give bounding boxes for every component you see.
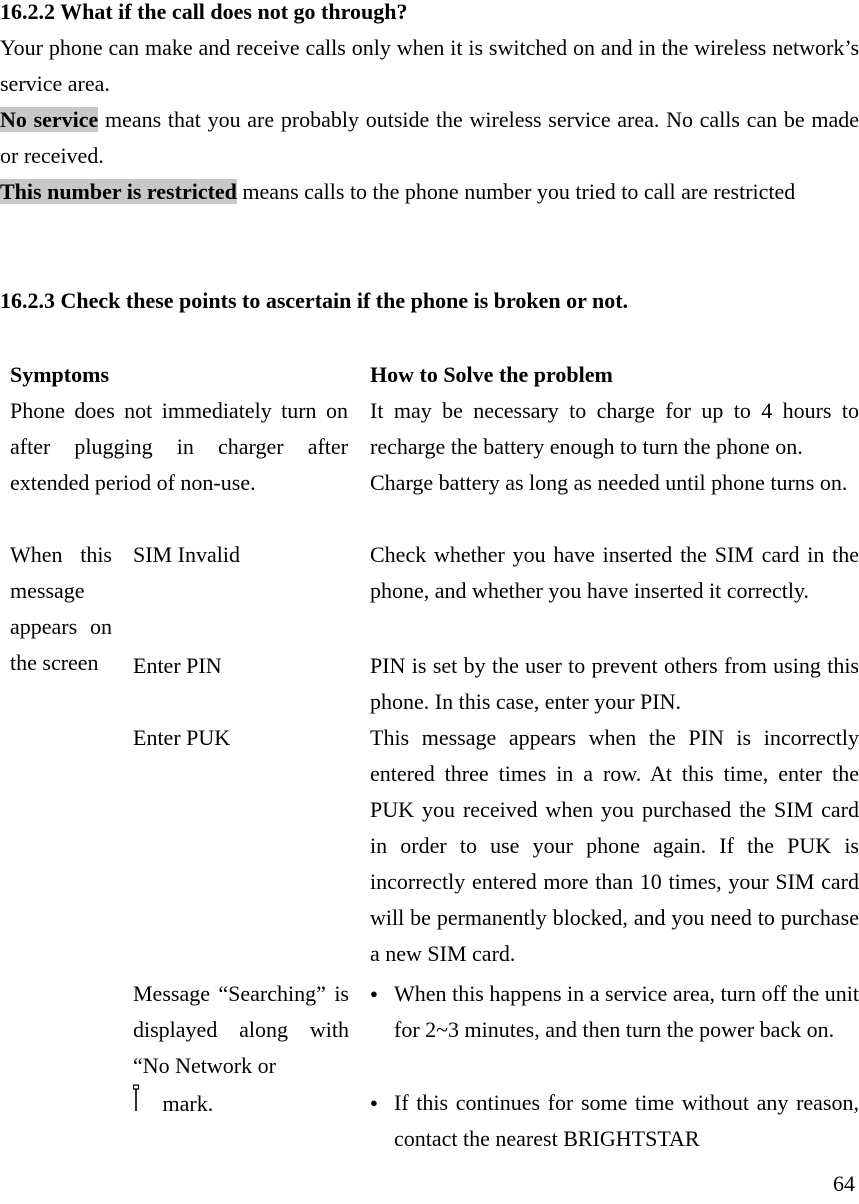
- message-enter-pin: Enter PIN: [133, 653, 222, 678]
- no-service-description: means that you are probably outside the wireless service area. No calls can be made or received.: [0, 107, 859, 168]
- message-searching: Message “Searching” is displayed along with “No Network or: [133, 981, 349, 1078]
- solution-sim-invalid: Check whether you have inserted the SIM card in the phone, and whether you have inserted it correctly.: [370, 542, 859, 603]
- bullet-dot: ●: [370, 986, 378, 1001]
- paragraph-service-area: Your phone can make and receive calls only when it is switched on and in the wireless network’s service area.: [0, 35, 859, 96]
- bullet-power-cycle: When this happens in a service area, turn off the unit for 2~3 minutes, and then turn the power back on.: [394, 981, 859, 1042]
- page-number: 64: [833, 1171, 855, 1196]
- section-heading-16-2-3: 16.2.3 Check these points to ascertain if the phone is broken or not.: [0, 288, 629, 313]
- restricted-description: means calls to the phone number you tried to call are restricted: [236, 179, 796, 204]
- message-searching-end: [133, 1083, 213, 1122]
- message-enter-puk: Enter PUK: [133, 725, 231, 750]
- message-sim-invalid: SIM Invalid: [133, 542, 240, 567]
- column-header-solution: How to Solve the problem: [370, 362, 613, 387]
- section-heading-16-2-2: 16.2.2 What if the call does not go through?: [0, 0, 408, 24]
- term-number-restricted: This number is restricted: [0, 179, 237, 204]
- list-item: [370, 1085, 859, 1157]
- solution-enter-puk: This message appears when the PIN is incorrectly entered three times in a row. At this time, enter the PUK you received when you purchased the SIM card in order to use your phone again. If the PUK is incorrectly entered more than 10 times, your SIM card will be permanently blocked, and you need to purchase a new SIM card.: [370, 725, 859, 966]
- group-label-message-appears: When this message appears on the screen: [10, 542, 112, 675]
- term-no-service: No service: [0, 107, 99, 132]
- solution-charge-until-on: Charge battery as long as needed until phone turns on.: [370, 470, 848, 495]
- mark-text: mark.: [162, 1091, 214, 1116]
- list-item: [370, 976, 859, 1048]
- column-header-symptoms: Symptoms: [10, 362, 110, 387]
- bullet-dot: ●: [370, 1095, 378, 1110]
- solution-charge-hours: It may be necessary to charge for up to 4 hours to recharge the battery enough to turn the phone on.: [370, 398, 859, 459]
- bullet-contact-brightstar: If this continues for some time without any reason, contact the nearest BRIGHTSTAR: [394, 1090, 859, 1151]
- paragraph-restricted: [0, 174, 859, 210]
- paragraph-no-service: [0, 102, 859, 174]
- solution-enter-pin: PIN is set by the user to prevent others from using this phone. In this case, enter your PIN.: [370, 653, 859, 714]
- signal-bar-icon: [133, 1083, 147, 1117]
- symptom-no-power-on: Phone does not immediately turn on after plugging in charger after extended period of non-use.: [10, 398, 348, 495]
